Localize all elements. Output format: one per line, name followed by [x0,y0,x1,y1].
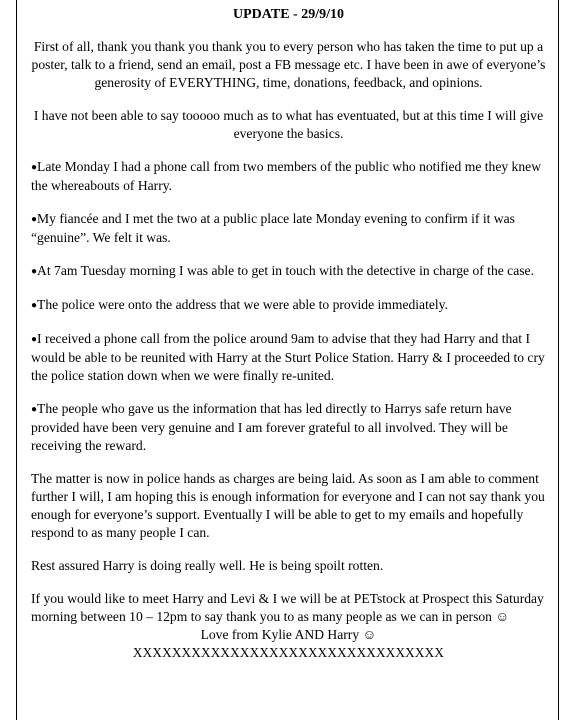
bullet-text: At 7am Tuesday morning I was able to get in touch with the detective in charge of the case. [37,263,534,278]
police-paragraph: The matter is now in police hands as charges are being laid. As soon as I am able to comment further I will, I am hoping this is enough information for everyone and I can not say thank you enough for everyone’s support. Eventually I will be able to get to my emails and hopefully respond to as many people I can. [31,471,545,540]
bullet-icon: ● [31,266,38,277]
bullet-item [31,296,546,315]
bullet-item [31,262,546,281]
document-title: UPDATE - 29/9/10 [233,7,344,22]
bullet-icon: ● [31,300,38,311]
bullet-icon: ● [31,162,38,173]
bullet-icon: ● [31,214,38,225]
bullet-item [31,210,546,247]
bullet-item [31,158,546,195]
bullet-text: The people who gave us the information that has led directly to Harrys safe return have provided have been very genuine and I am forever grateful to all involved. They will be receiving the reward. [31,401,512,453]
bullet-icon: ● [31,404,38,415]
bullet-item [31,330,546,385]
meet-paragraph: If you would like to meet Harry and Levi & I we will be at PETstock at Prospect this Saturday morning between 10 – 12pm to say thank you to as many people as we can in person ☺ [31,591,544,624]
basics-paragraph: I have not been able to say tooooo much as to what has eventuated, but at this time I will give everyone the basics. [33,108,544,141]
signoff: Love from Kylie AND Harry ☺ [200,627,377,642]
bullet-text: My fiancée and I met the two at a public place late Monday evening to confirm if it was “genuine”. We felt it was. [31,211,515,245]
bullet-text: The police were onto the address that we were able to provide immediately. [37,297,448,312]
bullet-text: Late Monday I had a phone call from two members of the public who notified me they knew the whereabouts of Harry. [31,159,542,193]
bullet-icon: ● [31,334,38,345]
bullet-text: I received a phone call from the police around 9am to advise that they had Harry and that I would be able to be reunited with Harry at the Sturt Police Station. Harry & I proceeded to cry the police station down when we were finally re-united. [31,331,545,383]
rest-assured-paragraph: Rest assured Harry is doing really well. He is being spoilt rotten. [31,558,384,573]
intro-paragraph: First of all, thank you thank you thank you to every person who has taken the time to put up a poster, talk to a friend, send an email, post a FB message etc. I have been in awe of everyone’s generosity of EVERYTHING, time, donations, feedback, and opinions. [31,39,546,90]
update-document [16,0,559,720]
bullet-item [31,400,546,455]
kisses-line: XXXXXXXXXXXXXXXXXXXXXXXXXXXXXXXX [132,645,445,660]
